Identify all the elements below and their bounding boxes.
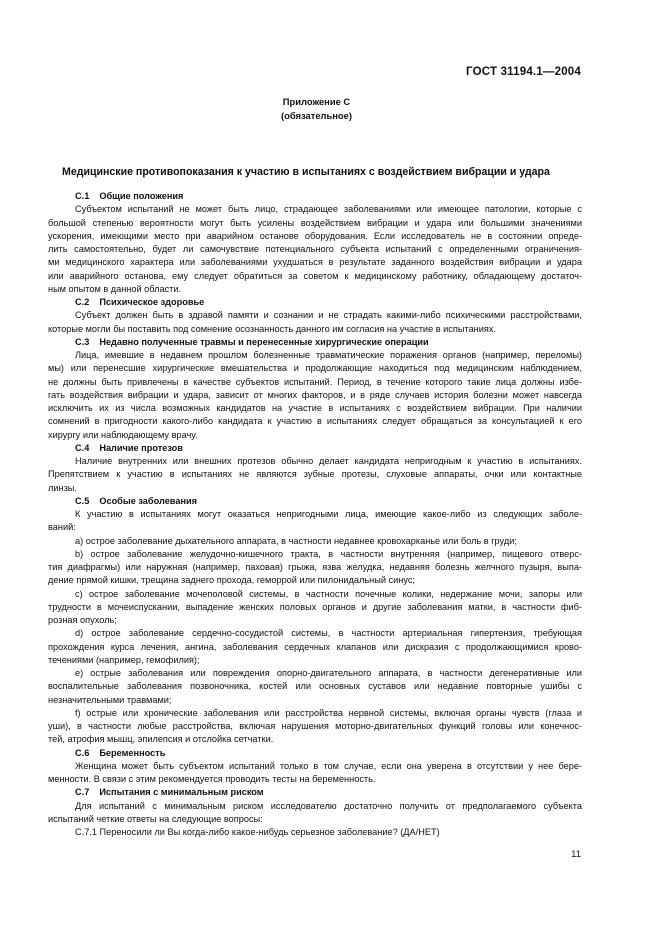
list-item-line: f) острые или хронические заболевания или расстройства нервной системы, включая органы чувств (глаза и [75, 707, 582, 718]
paragraph-line: менности. В связи с этим рекомендуется проводить тесты на беременность. [48, 774, 376, 784]
section-heading: С.7 Испытания с минимальным риском [75, 787, 264, 798]
page-number: 11 [571, 849, 581, 860]
paragraph-line: Женщина может быть субъектом испытаний только в том случае, если она уверена в отсутствии у нее бере- [75, 760, 582, 771]
paragraph-line: гать воздействия вибрации и удара, зависит от многих факторов, и в ряде случаев история болезни может навсегда [48, 389, 582, 400]
paragraph-line: Наличие внутренних или внешних протезов обычно делает кандидата непригодным к участию в испытаниях. [75, 456, 582, 466]
paragraph-line: испытаний четкие ответы на следующие вопросы: [48, 813, 263, 824]
section-heading: С.3 Недавно полученные травмы и перенесенные хирургические операции [75, 336, 429, 347]
paragraph-line: розная опухоль; [48, 615, 117, 625]
paragraph-line: незначительными травмами; [48, 694, 172, 705]
section-heading: С.6 Беременность [75, 747, 166, 758]
appendix-status: (обязательное) [281, 110, 352, 121]
section-heading: С.1 Общие положения [75, 191, 184, 201]
appendix-title: Медицинские противопоказания к участию в испытаниях с воздействием вибрации и удара [62, 166, 550, 178]
paragraph-line: большой степенью вероятности могут быть усилены воздействием вибрации и удара или большими значениями [48, 217, 582, 228]
paragraph-line: ускорения, имеющими место при аварийном останове оборудования. Если исследователь не в состоянии опреде- [48, 230, 582, 241]
list-item-line: c) острое заболевание мочеполовой системы, в частности почечные колики, недержание мочи, запоры или [75, 588, 582, 599]
document-body [48, 190, 582, 839]
paragraph-line: линзы. [48, 482, 77, 493]
paragraph-line: воспалительные заболевания позвоночника, костей или основных суставов или недавние повторные ушибы с [48, 681, 582, 692]
section-heading: С.5 Особые заболевания [75, 495, 197, 506]
paragraph-line: Препятствием к участию в испытаниях не являются зубные протезы, слуховые аппараты, очки или контактные [48, 469, 582, 480]
paragraph-line: не должны быть привлечены в качестве субъектов испытаний. Период, в течение которого такие лица должны избе- [48, 376, 582, 387]
paragraph-line: лить самостоятельно, будет ли самочувствие потенциального субъекта испытаний с определенными ограничения- [48, 244, 582, 254]
list-item-line: b) острое заболевание желудочно-кишечного тракта, в частности внутренняя (например, пищевого отверс- [75, 548, 582, 559]
paragraph-line: Субъект должен быть в здравой памяти и сознании и не страдать какими-либо психическими расстройствами, [75, 310, 582, 321]
section-heading: С.2 Психическое здоровье [75, 297, 205, 307]
paragraph-line: или аварийного останова, ему следует обратиться за советом к медицинскому работнику, обладающему достаточ- [48, 270, 582, 281]
paragraph-line: исключить их из числа возможных кандидатов на участие в испытаниях с воздействием вибрации. При наличии [48, 403, 582, 413]
paragraph-line: тей, атрофия мышц, эпилепсия и отслойка сетчатки. [48, 734, 274, 745]
question-item: С.7.1 Переносили ли Вы когда-либо какое-нибудь серьезное заболевание? (ДА/НЕТ) [75, 827, 440, 837]
section-heading: С.4 Наличие протезов [75, 442, 183, 453]
paragraph-line: Субъектом испытаний не может быть лицо, страдающее заболеваниями или имеющее патологии, которые с [75, 204, 582, 215]
appendix-label: Приложение С [282, 96, 351, 107]
paragraph-line: ми медицинского характера или заболеваниями ухудшаться в результате заданного воздействия вибрации и удара [48, 257, 582, 268]
paragraph-line: прохождения курса лечения, ангина, заболевания сердечных клапанов или дискразия с продолжающимися крово- [48, 641, 582, 652]
paragraph-line: ваний: [48, 522, 76, 533]
paragraph-line: трудности в мочеиспускании, выпадение женских половых органов и другие заболевания матки, в частности фиб- [48, 601, 582, 612]
paragraph-line: мы) или перенесшие хирургические вмешательства и продолжающие находиться под медицинским наблюдением, [48, 363, 582, 374]
paragraph-line: дение прямой кишки, трещина заднего прохода, геморрой или пилонидальный синус; [48, 575, 415, 586]
paragraph-line: сомнений в пригодности какого-либо кандидата к участию в испытаниях следует обращаться за консультацией к его [48, 416, 582, 427]
list-item-line: e) острые заболевания или повреждения опорно-двигательного аппарата, в частности дегенеративные или [75, 668, 582, 678]
paragraph-line: Для испытаний с минимальным риском исследователю достаточно получить от предполагаемого субъекта [75, 800, 582, 811]
paragraph-line: К участию в испытаниях могут оказаться непригодными лица, имеющие какое-либо из следующих заболе- [75, 509, 582, 519]
paragraph-line: течениями (например, гемофилия); [48, 654, 200, 665]
paragraph-line: которые могли бы поставить под сомнение осознанность данного им согласия на участие в испытаниях. [48, 323, 497, 334]
paragraph-line: уши), в частности любые расстройства, включая нарушения моторно-двигательных функций головы или конечнос- [48, 721, 582, 731]
list-item-line: d) острое заболевание сердечно-сосудистой системы, в частности артериальная гипертензия, требующая [75, 628, 582, 639]
list-item-line: a) острое заболевание дыхательного аппарата, в частности недавнее кровохарканье или боль в груди; [75, 535, 517, 546]
paragraph-line: Лица, имевшие в недавнем прошлом болезненные травматические поражения органов (например, переломы) [75, 350, 582, 360]
standard-number: ГОСТ 31194.1—2004 [466, 66, 581, 78]
paragraph-line: хирургу или наблюдающему врачу. [48, 429, 198, 440]
paragraph-line: ным опытом в данной области. [48, 283, 182, 294]
paragraph-line: тия диафрагмы) или наружная (например, паховая) грыжа, язва желудка, недавняя болезнь желчного пузыря, выпа- [48, 562, 582, 572]
